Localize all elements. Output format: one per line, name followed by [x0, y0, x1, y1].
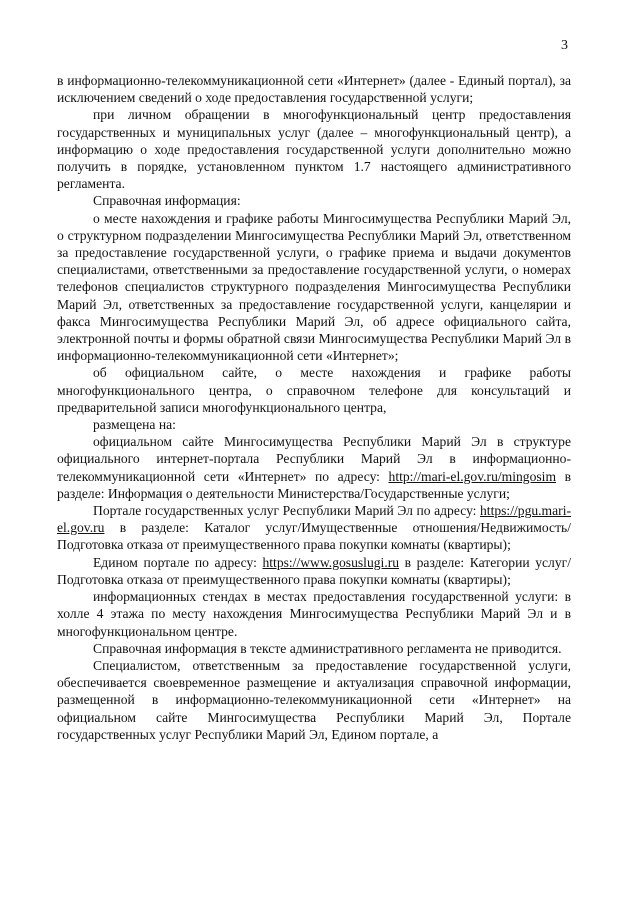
- paragraph-text: Едином портале по адресу:: [93, 554, 263, 570]
- paragraph-3: [57, 192, 571, 209]
- paragraph-text: официальном сайте Мингосимущества Республики Марий Эл в структуре официального интернет-портала Республики Марий Эл в информационно-телекоммуникационной сети «Интернет» по адресу:: [57, 434, 571, 484]
- paragraph-text: Портале государственных услуг Республики Марий Эл по адресу:: [93, 503, 480, 519]
- paragraph-text: в разделе: Категории услуг/ Подготовка отказа от преимущественного права покупки комнаты (квартиры);: [57, 554, 571, 587]
- paragraph-2: [57, 106, 571, 192]
- paragraph-text: в разделе: Каталог услуг/Имущественные отношения/Недвижимость/ Подготовка отказа от преимущественного права покупки комнаты (квартиры);: [57, 520, 571, 553]
- paragraph-text: Справочная информация:: [93, 193, 241, 209]
- paragraph-text: в разделе: Информация о деятельности Министерства/Государственные услуги;: [57, 468, 571, 501]
- page-number: 3: [561, 38, 568, 53]
- url-link[interactable]: http://mari-el.gov.ru/mingosim: [388, 468, 557, 484]
- paragraph-10: [57, 588, 571, 640]
- paragraph-12: [57, 657, 571, 743]
- paragraph-text: информационных стендах в местах предоставления государственной услуги: в холле 4 этажа по месту нахождения Мингосимущества Республики Марий Эл и в многофункциональном центре.: [57, 589, 571, 639]
- paragraph-1: [57, 72, 571, 106]
- paragraph-7: [57, 433, 571, 502]
- paragraph-text: об официальном сайте, о месте нахождения и графике работы многофункционального центра, о справочном телефоне для консультаций и предварительной записи многофункционального центра,: [57, 365, 571, 415]
- paragraph-6: [57, 416, 571, 433]
- paragraph-text: в информационно-телекоммуникационной сети «Интернет» (далее - Единый портал), за исключением сведений о ходе предоставления государственной услуги;: [57, 73, 571, 106]
- paragraph-text: о месте нахождения и графике работы Мингосимущества Республики Марий Эл, о структурном подразделении Мингосимущества Республики Марий Эл, ответственном за предоставление государственной услуги, о графике приема и выдачи документов специалистами, ответственными за предоставление государственной услуги, о номерах телефонов специалистов структурного подразделения Мингосимущества Республики Марий Эл, ответственных за предоставление государственной услуги, канцелярии и факса Мингосимущества Республики Марий Эл, об адресе официального сайта, электронной почты и формы обратной связи Мингосимущества Республики Марий Эл в информационно-телекоммуникационной сети «Интернет»;: [57, 210, 571, 364]
- paragraph-text: Справочная информация в тексте административного регламента не приводится.: [93, 640, 562, 656]
- paragraph-text: при личном обращении в многофункциональный центр предоставления государственных и муниципальных услуг (далее – многофункциональный центр), а информацию о ходе предоставления государственной услуги дополнительно можно получить в порядке, установленном пунктом 1.7 настоящего административного регламента.: [57, 107, 571, 192]
- paragraph-8: [57, 502, 571, 554]
- paragraph-text: размещена на:: [93, 417, 176, 433]
- paragraph-11: [57, 640, 571, 657]
- paragraph-9: [57, 554, 571, 588]
- url-link[interactable]: https://pgu.mari-el.gov.ru: [57, 503, 571, 536]
- document-body: [57, 72, 571, 743]
- paragraph-4: [57, 210, 571, 365]
- url-link[interactable]: https://www.gosuslugi.ru: [262, 554, 400, 570]
- paragraph-text: Специалистом, ответственным за предоставление государственной услуги, обеспечивается своевременное размещение и актуализация справочной информации, размещенной в информационно-телекоммуникационной сети «Интернет» на официальном сайте Мингосимущества Республики Марий Эл, Портале государственных услуг Республики Марий Эл, Едином портале, а: [57, 657, 571, 742]
- paragraph-5: [57, 364, 571, 416]
